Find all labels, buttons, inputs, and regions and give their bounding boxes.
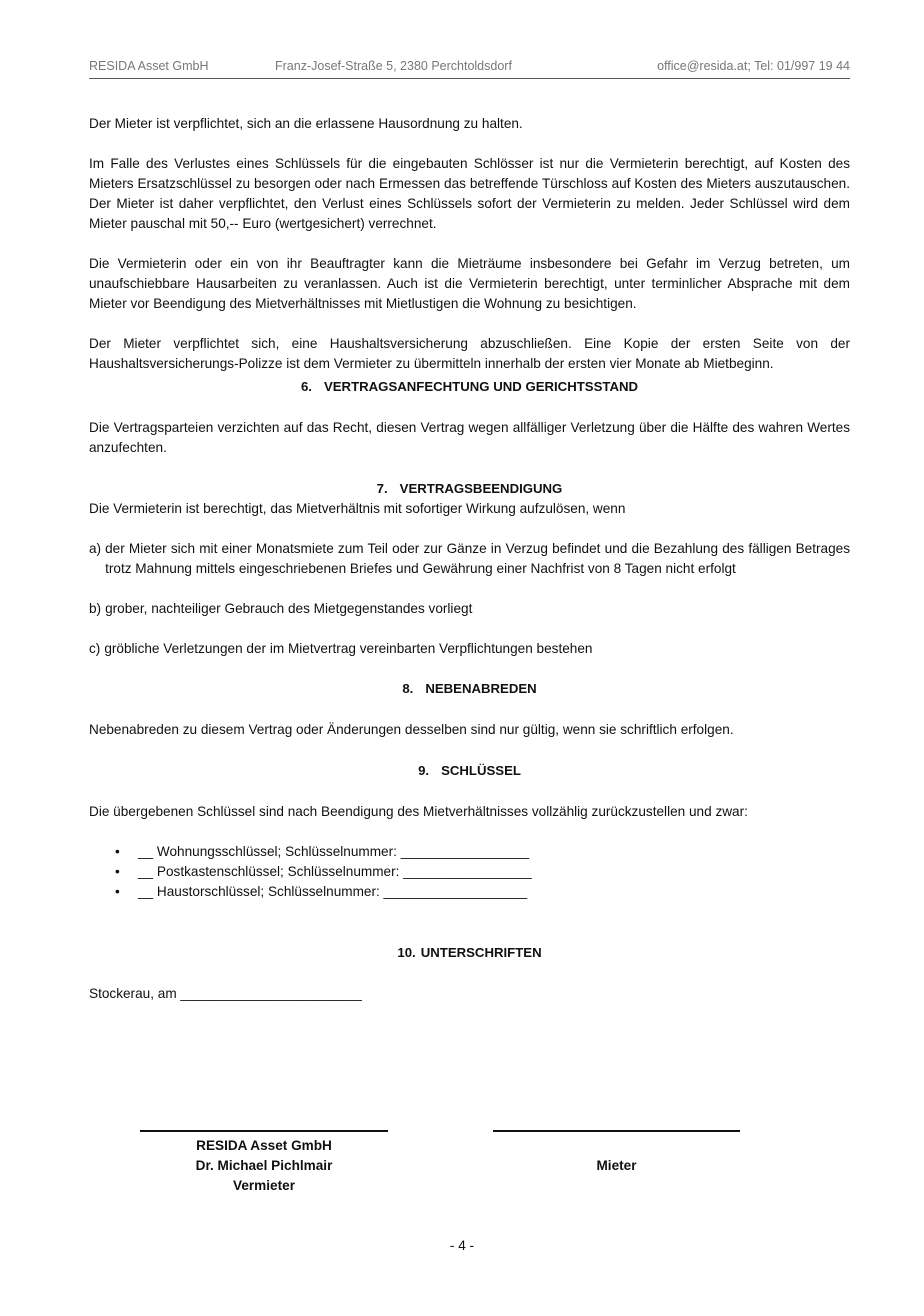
section-6-text: Die Vertragsparteien verzichten auf das Recht, diesen Vertrag wegen allfälliger Verletzung über die Hälfte des wahren Wertes anzufechten. [89,420,850,455]
header-address: Franz-Josef-Straße 5, 2380 Perchtoldsdorf [275,59,512,73]
termination-item-c [89,639,850,659]
page-number: - 4 - [449,1238,475,1253]
item-text: der Mieter sich mit einer Monatsmiete zum Teil oder zur Gänze in Verzug befindet und die Bezahlung des fälligen Betrages trotz Mahnung mittels eingeschriebenen Briefes und Gewährung einer Nachfrist von 8 Tagen nicht erfolgt [105,541,850,576]
section-6-title: VERTRAGSANFECHTUNG UND GERICHTSSTAND [323,379,639,394]
section-6-number: 6. [300,379,312,394]
section-7-title: VERTRAGSBEENDIGUNG [399,481,563,496]
tenant-role: Mieter [596,1158,637,1173]
section-10-heading [89,943,850,963]
landlord-signature-line [140,1130,388,1132]
key-item-mailbox: • __ Postkastenschlüssel; Schlüsselnummer: _________________ [115,862,850,882]
key-list [89,842,850,902]
termination-item-a [89,539,850,579]
section-9-title: SCHLÜSSEL [441,763,521,778]
item-marker: b) [89,601,102,616]
section-6-heading [89,377,850,397]
item-marker: a) [89,541,102,556]
section-8-text: Nebenabreden zu diesem Vertrag oder Änderungen desselben sind nur gültig, wenn sie schriftlich erfolgen. [89,722,734,737]
section-10-number: 10. [397,945,416,960]
section-7-intro: Die Vermieterin ist berechtigt, das Mietverhältnis mit sofortiger Wirkung aufzulösen, wenn [89,501,626,516]
paragraph-key-loss: Im Falle des Verlustes eines Schlüssels für die eingebauten Schlösser ist nur die Vermieterin berechtigt, auf Kosten des Mieters Ersatzschlüssel zu besorgen oder nach Ermessen das betreffende Türschloss auf Kosten des Mieters auszutauschen. Der Mieter ist daher verpflichtet, den Verlust eines Schlüssels sofort der Vermieterin zu melden. Jeder Schlüssel wird dem Mieter pauschal mit 50,-- Euro (wertgesichert) verrechnet. [89,156,850,231]
header-company: RESIDA Asset GmbH [89,59,209,73]
termination-item-b [89,599,850,619]
landlord-company: RESIDA Asset GmbH [196,1138,332,1153]
item-text: gröbliche Verletzungen der im Mietvertrag vereinbarten Verpflichtungen bestehen [104,641,593,656]
section-9-number: 9. [418,763,430,778]
tenant-signature-line [493,1130,740,1132]
section-9-heading [89,761,850,781]
paragraph-house-rules: Der Mieter ist verpflichtet, sich an die erlassene Hausordnung zu halten. [89,116,523,131]
section-7-heading [89,479,850,499]
place-date-line: Stockerau, am ________________________ [89,986,362,1001]
key-item-apartment: • __ Wohnungsschlüssel; Schlüsselnummer: _________________ [115,842,850,862]
section-8-title: NEBENABREDEN [425,681,537,696]
header-contact: office@resida.at; Tel: 01/997 19 44 [657,59,850,73]
section-10-title: UNTERSCHRIFTEN [420,945,542,960]
item-marker: c) [89,641,101,656]
key-item-front-door: • __ Haustorschlüssel; Schlüsselnummer: ___________________ [115,882,850,902]
item-text: grober, nachteiliger Gebrauch des Mietgegenstandes vorliegt [105,601,473,616]
landlord-signature-block [140,1136,388,1196]
tenant-signature-block [493,1156,740,1176]
section-9-text: Die übergebenen Schlüssel sind nach Beendigung des Mietverhältnisses vollzählig zurückzustellen und zwar: [89,804,748,819]
section-7-number: 7. [376,481,388,496]
landlord-name: Dr. Michael Pichlmair [195,1158,333,1173]
document-body [89,114,850,1004]
paragraph-insurance: Der Mieter verpflichtet sich, eine Haushaltsversicherung abzuschließen. Eine Kopie der ersten Seite von der Haushaltsversicherungs-Polizze ist dem Vermieter zu übermitteln innerhalb der ersten vier Monate ab Mietbeginn. [89,336,850,371]
landlord-role: Vermieter [233,1178,295,1193]
page-header [89,59,850,79]
section-8-heading [89,679,850,699]
section-8-number: 8. [402,681,414,696]
paragraph-access: Die Vermieterin oder ein von ihr Beauftragter kann die Mieträume insbesondere bei Gefahr im Verzug betreten, um unaufschiebbare Hausarbeiten zu veranlassen. Auch ist die Vermieterin berechtigt, unter terminlicher Absprache mit dem Mieter vor Beendigung des Mietverhältnisses mit Mietlustigen die Wohnung zu besichtigen. [89,256,850,311]
